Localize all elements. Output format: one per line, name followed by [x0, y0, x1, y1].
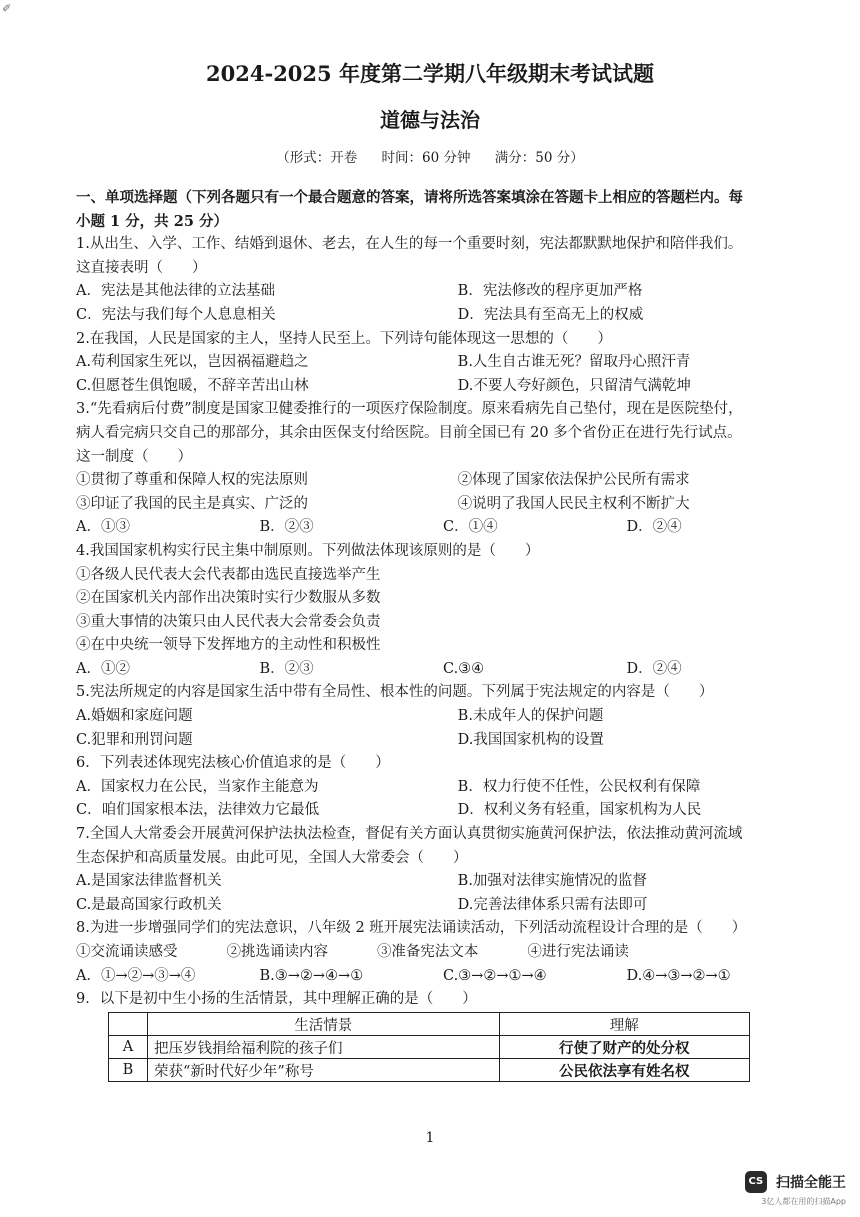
q2-stem: 2.在我国，人民是国家的主人，坚持人民至上。下列诗句能体现这一思想的（ ） — [76, 330, 612, 347]
q5-option-c: C.犯罪和刑罚问题 — [76, 731, 193, 748]
q6-options-row1 — [76, 776, 810, 800]
q1-option-a: A．宪法是其他法律的立法基础 — [76, 283, 275, 300]
q7-option-b: B.加强对法律实施情况的监督 — [457, 873, 647, 890]
q7-options-row1 — [76, 870, 810, 894]
q9-stem: 9．以下是初中生小扬的生活情景，其中理解正确的是（ ） — [76, 991, 477, 1008]
q8-steps — [76, 941, 810, 965]
q8-step-1: ①交流诵读感受 — [76, 944, 178, 960]
q7-stem-cont: 生态保护和高质量发展。由此可见，全国人大常委会（ ） — [76, 849, 468, 866]
q5-stem: 5.宪法所规定的内容是国家生活中带有全局性、根本性的问题。下列属于宪法规定的内容是（ ） — [76, 684, 714, 701]
exam-meta — [0, 146, 860, 166]
q3-option-c: C．①④ — [443, 519, 498, 536]
q2-option-a: A.苟利国家生死以，岂因祸福避趋之 — [76, 354, 309, 371]
row-scene: 荣获“新时代好少年”称号 — [148, 1059, 500, 1082]
row-label: A — [109, 1036, 148, 1059]
table-header-scene: 生活情景 — [148, 1013, 500, 1036]
watermark-tagline: 3亿人都在用的扫描App — [761, 1197, 846, 1206]
q8-options — [76, 965, 810, 989]
exam-score: 满分：50 分） — [494, 150, 584, 166]
q1-stem: 1.从出生、入学、工作、结婚到退休、老去，在人生的每一个重要时刻，宪法都默默地保护和陪伴我们。 — [76, 236, 743, 253]
q4-statement-1: ①各级人民代表大会代表都由选民直接选举产生 — [76, 566, 381, 583]
q4-statement-3: ③重大事情的决策只由人民代表大会常委会负责 — [76, 613, 381, 630]
q7-option-d: D.完善法律体系只需有法即可 — [457, 896, 648, 913]
q1-option-b: B．宪法修改的程序更加严格 — [457, 283, 643, 300]
q4-statement-2: ②在国家机关内部作出决策时实行少数服从多数 — [76, 590, 381, 607]
q5-option-b: B.未成年人的保护问题 — [457, 708, 604, 725]
q7-option-c: C.是最高国家行政机关 — [76, 896, 222, 913]
camscanner-logo-icon: CS — [745, 1171, 767, 1193]
q1-option-c: C．宪法与我们每个人息息相关 — [76, 306, 276, 323]
q8-step-3: ③准备宪法文本 — [376, 944, 479, 960]
q6-option-c: C．咱们国家根本法，法律效力它最低 — [76, 802, 320, 819]
q4-option-a: A．①② — [76, 660, 130, 677]
q6-options-row2 — [76, 799, 810, 823]
corner-pen-mark: ✐ — [2, 2, 12, 15]
q6-option-a: A．国家权力在公民，当家作主能意为 — [76, 778, 319, 795]
q6-option-b: B．权力行使不任性，公民权利有保障 — [457, 778, 701, 795]
scanner-watermark — [745, 1171, 846, 1207]
q7-options-row2 — [76, 894, 810, 918]
q8-option-c: C.③→②→①→④ — [443, 967, 547, 984]
q1-options-row2 — [76, 304, 810, 328]
q5-option-d: D.我国国家机构的设置 — [457, 731, 604, 748]
q1-stem-cont: 这直接表明（ ） — [76, 259, 207, 276]
q2-option-c: C.但愿苍生俱饱暖，不辞辛苦出山林 — [76, 377, 309, 394]
q7-stem: 7.全国人大常委会开展黄河保护法执法检查，督促有关方面认真贯彻实施黄河保护法，依法推动黄河流域 — [76, 826, 743, 843]
q2-options-row2 — [76, 375, 810, 399]
table-row — [109, 1059, 750, 1082]
q8-option-d: D.④→③→②→① — [626, 967, 731, 984]
q3-statement-4: ④说明了我国人民民主权利不断扩大 — [457, 495, 690, 512]
q8-option-b: B.③→②→④→① — [259, 967, 364, 984]
q3-options — [76, 516, 810, 540]
q5-option-a: A.婚姻和家庭问题 — [76, 708, 193, 725]
exam-title: 2024-2025 年度第二学期八年级期末考试试题 — [206, 61, 654, 86]
q3-option-a: A．①③ — [76, 519, 130, 536]
table-row — [109, 1036, 750, 1059]
row-scene: 把压岁钱捐给福利院的孩子们 — [148, 1036, 500, 1059]
row-understanding: 公民依法享有姓名权 — [499, 1059, 749, 1082]
q3-statement-2: ②体现了国家依法保护公民所有需求 — [457, 472, 690, 489]
page-number: 1 — [425, 1130, 435, 1146]
q2-option-b: B.人生自古谁无死？留取丹心照汗青 — [457, 354, 691, 371]
q9-table — [108, 1012, 750, 1082]
q8-option-a: A．①→②→③→④ — [76, 967, 196, 984]
q2-option-d: D.不要人夸好颜色，只留清气满乾坤 — [457, 377, 691, 394]
exam-time: 时间：60 分钟 — [381, 150, 471, 166]
q4-options — [76, 658, 810, 682]
q4-statement-4: ④在中央统一领导下发挥地方的主动性和积极性 — [76, 637, 381, 654]
q4-option-b: B．②③ — [259, 660, 314, 677]
q1-options-row1 — [76, 280, 810, 304]
q5-options-row1 — [76, 705, 810, 729]
table-header-blank — [109, 1013, 148, 1036]
q3-option-b: B．②③ — [259, 519, 314, 536]
q4-stem: 4.我国国家机构实行民主集中制原则。下列做法体现该原则的是（ ） — [76, 542, 540, 559]
row-understanding: 行使了财产的处分权 — [499, 1036, 749, 1059]
exam-subject: 道德与法治 — [380, 108, 480, 132]
q3-statements-row1 — [76, 469, 810, 493]
q8-stem: 8.为进一步增强同学们的宪法意识，八年级 2 班开展宪法诵读活动，下列活动流程设计合理的是（ ） — [76, 920, 747, 937]
q4-option-d: D．②④ — [626, 660, 682, 677]
q3-stem-cont: 病人看完病只交自己的那部分，其余由医保支付给医院。目前全国已有 20 多个省份正在进行先行试点。 — [76, 424, 742, 441]
exam-form: （形式：开卷 — [276, 150, 358, 166]
table-header-understanding: 理解 — [499, 1013, 749, 1036]
q3-statement-1: ①贯彻了尊重和保障人权的宪法原则 — [76, 472, 308, 489]
section-heading-cont: 小题 1 分，共 25 分） — [76, 212, 228, 230]
q8-step-2: ②挑选诵读内容 — [226, 944, 328, 960]
q8-step-4: ④进行宪法诵读 — [527, 944, 629, 960]
q6-option-d: D．权利义务有轻重，国家机构为人民 — [457, 802, 702, 819]
q3-stem: 3.“先看病后付费”制度是国家卫健委推行的一项医疗保险制度。原来看病先自己垫付，现在是医院垫付， — [76, 401, 743, 418]
section-heading: 一、单项选择题（下列各题只有一个最合题意的答案，请将所选答案填涂在答题卡上相应的答题栏内。每 — [76, 189, 743, 206]
row-label: B — [109, 1059, 148, 1082]
q3-stem-end: 这一制度（ ） — [76, 448, 192, 465]
q5-options-row2 — [76, 729, 810, 753]
q6-stem: 6．下列表述体现宪法核心价值追求的是（ ） — [76, 755, 390, 772]
watermark-name: 扫描全能王 — [776, 1175, 846, 1191]
q2-options-row1 — [76, 351, 810, 375]
q4-option-c: C.③④ — [443, 660, 485, 677]
q7-option-a: A.是国家法律监督机关 — [76, 873, 222, 890]
q3-option-d: D．②④ — [626, 519, 682, 536]
q1-option-d: D．宪法具有至高无上的权威 — [457, 306, 644, 323]
table-header-row — [109, 1013, 750, 1036]
exam-content — [76, 186, 810, 1012]
q3-statement-3: ③印证了我国的民主是真实、广泛的 — [76, 495, 308, 512]
q3-statements-row2 — [76, 493, 810, 517]
